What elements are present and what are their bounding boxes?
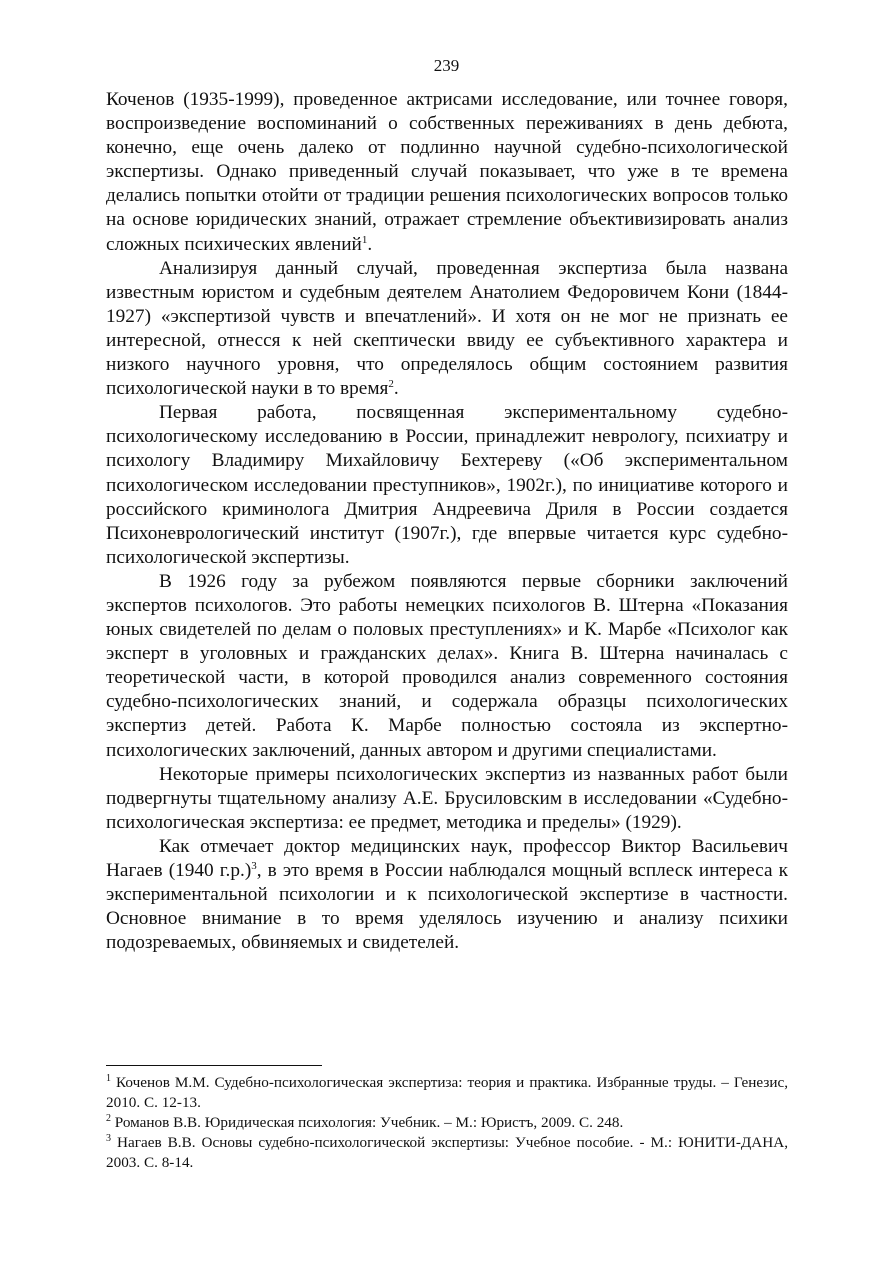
footnote-ref: 2 xyxy=(388,378,394,391)
footnote-mark: 1 xyxy=(106,1073,111,1084)
paragraph-text: Анализируя данный случай, проведенная экспертиза была названа известным юристом и судебным деятелем Анатолием Федоровичем Кони (1844-1927) «экспертизой чувств и впечатлений». И хотя он не мог не признать ее интересной, отнесся к ней скептически ввиду ее субъективного характера и низкого научного уровня, что определялось общим состоянием развития психологической науки в то время xyxy=(106,257,788,400)
paragraph-text: Как отмечает доктор медицинских наук, профессор Виктор Васильевич Нагаев (1940 г.р.) xyxy=(106,835,788,881)
paragraph xyxy=(106,257,788,402)
footnote-text: Коченов М.М. Судебно-психологическая экспертиза: теория и практика. Избранные труды. – Генезис, 2010. С. 12-13. xyxy=(106,1074,788,1111)
paragraph-tail: . xyxy=(393,378,399,400)
paragraph-text: Первая работа, посвященная экспериментальному судебно-психологическому исследованию в России, принадлежит неврологу, психиатру и психологу Владимиру Михайловичу Бехтереву («Об экспериментальном психологическом исследовании преступников», 1902г.), по инициативе которого и российского криминолога Дмитрия Андреевича Дриля в России создается Психоневрологический институт (1907г.), где впервые читается курс судебно-психологической экспертизы. xyxy=(106,402,788,568)
footnote xyxy=(106,1073,788,1113)
footnote-mark: 3 xyxy=(106,1133,111,1144)
paragraph-text: Коченов (1935-1999), проведенное актрисами исследование, или точнее говоря, воспроизведение воспоминаний о собственных переживаниях в день дебюта, конечно, еще очень далеко от подлинно научной судебно-психологической экспертизы. Однако приведенный случай показывает, что уже в те времена делались попытки отойти от традиции решения психологических вопросов только на основе юридических знаний, отражает стремление объективизировать анализ сложных психических явлений xyxy=(106,89,788,255)
paragraph xyxy=(106,570,788,763)
paragraph-text: В 1926 году за рубежом появляются первые сборники заключений экспертов психологов. Это работы немецких психологов В. Штерна «Показания юных свидетелей по делам о половых преступлениях» и К. Марбе «Психолог как эксперт в уголовных и гражданских делах». Книга В. Штерна начиналась с теоретической части, в которой проводился анализ современного состояния судебно-психологических знаний, и содержала образцы психологических экспертиз детей. Работа К. Марбе полностью состояла из экспертно-психологических заключений, данных автором и другими специалистами. xyxy=(106,570,788,761)
footnotes xyxy=(106,1073,788,1173)
footnote-mark: 2 xyxy=(106,1113,111,1124)
footnote-text: Нагаев В.В. Основы судебно-психологической экспертизы: Учебное пособие. - М.: ЮНИТИ-ДАНА, 2003. С. 8-14. xyxy=(106,1134,788,1171)
footnote-text: Романов В.В. Юридическая психология: Учебник. – М.: Юристъ, 2009. С. 248. xyxy=(111,1114,624,1131)
footnote-ref: 1 xyxy=(361,233,368,246)
paragraph-tail: , в это время в России наблюдался мощный всплеск интереса к экспериментальной психологии и к психологической экспертизе в частности. Основное внимание в то время уделялось изучению и анализу психики подозреваемых, обвиняемых и свидетелей. xyxy=(106,860,789,954)
footnote xyxy=(106,1133,788,1173)
paragraph xyxy=(106,401,788,570)
page-number: 239 xyxy=(433,56,460,75)
footnote-separator xyxy=(106,1065,322,1066)
body-text xyxy=(106,88,788,955)
footnote-ref: 3 xyxy=(251,860,257,872)
paragraph-text: Некоторые примеры психологических экспертиз из названных работ были подвергнуты тщательному анализу А.Е. Брусиловским в исследовании «Судебно-психологическая экспертиза: ее предмет, методика и пределы» (1929). xyxy=(106,763,788,833)
paragraph xyxy=(106,835,788,955)
footnote xyxy=(106,1113,788,1133)
paragraph xyxy=(106,88,788,257)
paragraph-tail: . xyxy=(367,233,373,255)
paragraph xyxy=(106,763,788,835)
